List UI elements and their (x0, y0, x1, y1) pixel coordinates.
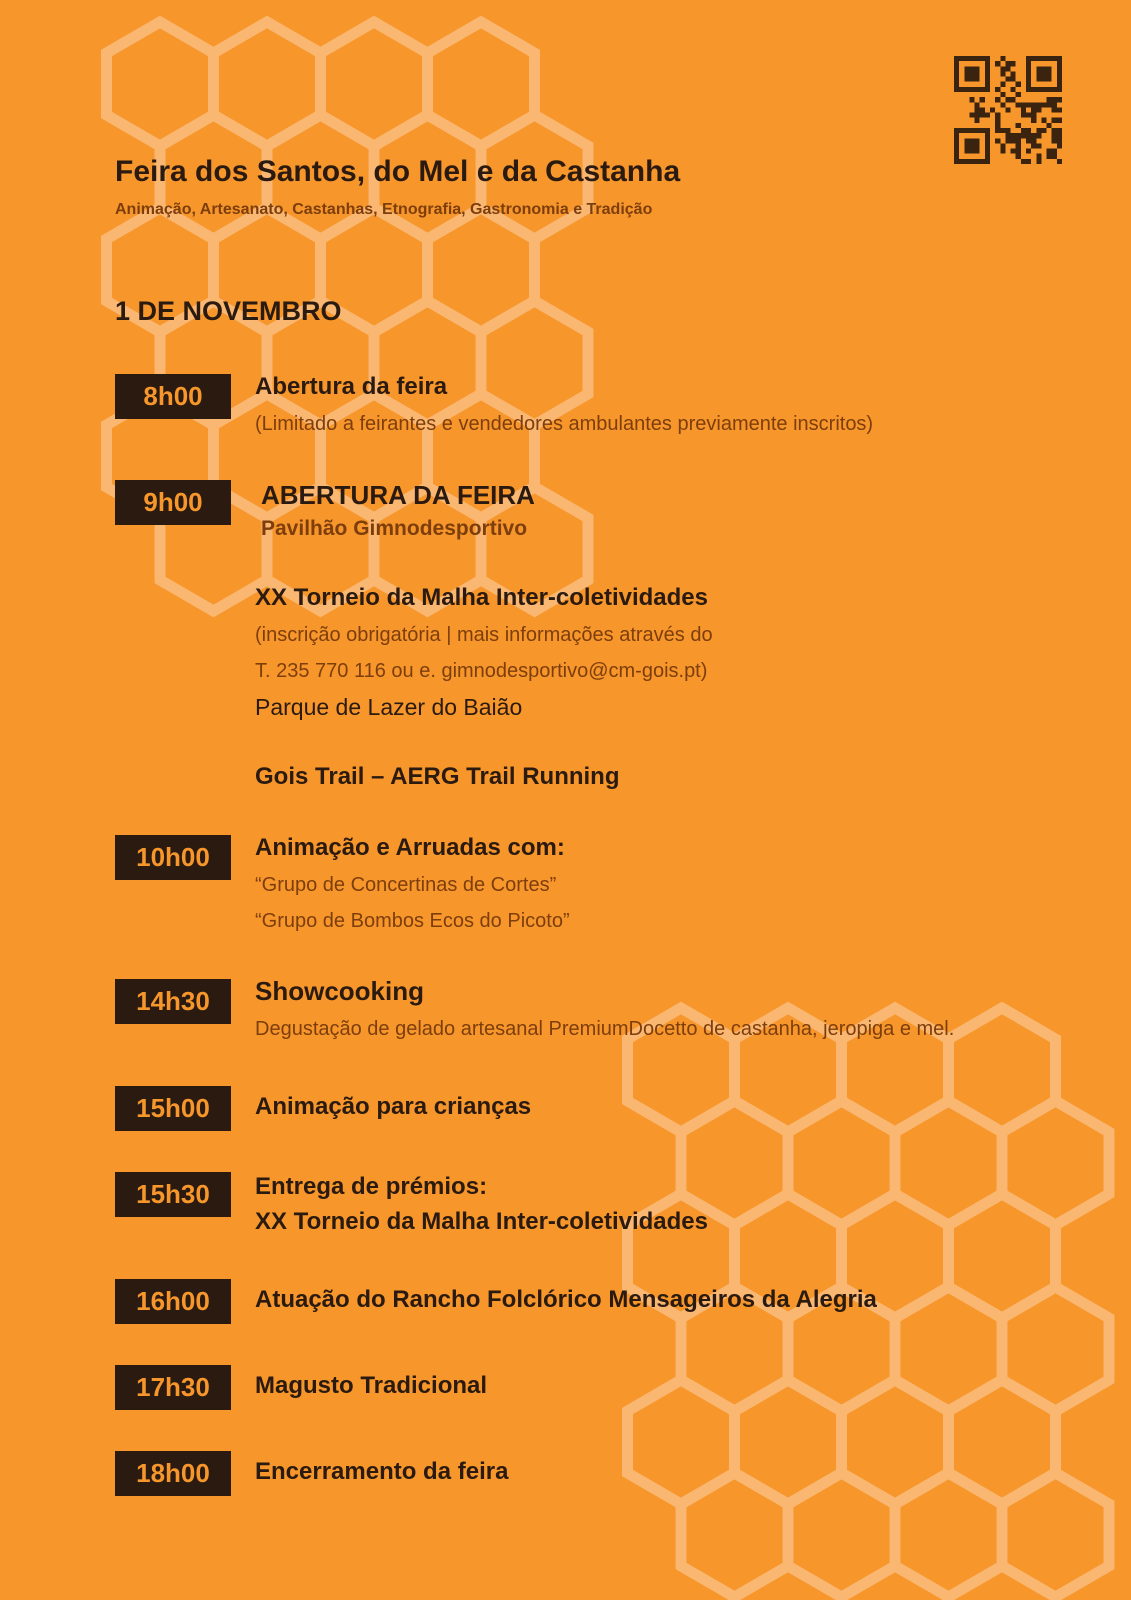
event-title-premios-torneio: XX Torneio da Malha Inter-coletividades (255, 1208, 708, 1235)
event-title-abertura: Abertura da feira (255, 373, 448, 400)
time-badge-14h30: 14h30 (115, 979, 231, 1024)
event-date: 1 DE NOVEMBRO (115, 296, 342, 326)
time-badge-17h30: 17h30 (115, 1365, 231, 1410)
event-note-torneio-1: (inscrição obrigatória | mais informações através do (255, 624, 713, 646)
event-venue-parque: Parque de Lazer do Baião (255, 694, 523, 720)
event-title-abertura-oficial: ABERTURA DA FEIRA (261, 480, 535, 510)
event-group-concertinas: “Grupo de Concertinas de Cortes” (255, 874, 557, 896)
honeycomb-cell (1002, 1473, 1109, 1597)
time-badge-10h00: 10h00 (115, 835, 231, 880)
event-title-premios: Entrega de prémios: (255, 1173, 488, 1200)
honeycomb-cell (788, 1473, 895, 1597)
time-badge-18h00: 18h00 (115, 1451, 231, 1496)
honeycomb-cell (681, 1473, 788, 1597)
event-group-bombos: “Grupo de Bombos Ecos do Picoto” (255, 910, 570, 932)
event-title-torneio: XX Torneio da Malha Inter-coletividades (255, 584, 708, 611)
event-note-torneio-2: T. 235 770 116 ou e. gimnodesportivo@cm-gois.pt) (255, 660, 708, 682)
event-title-encerramento: Encerramento da feira (255, 1458, 509, 1485)
event-title-magusto: Magusto Tradicional (255, 1372, 488, 1399)
event-title-animacao-arruadas: Animação e Arruadas com: (255, 834, 565, 861)
event-title-showcooking: Showcooking (255, 976, 424, 1006)
time-badge-9h00: 9h00 (115, 480, 231, 525)
event-title-rancho: Atuação do Rancho Folclórico Mensageiros da Alegria (255, 1286, 877, 1313)
qr-code-icon (954, 56, 1062, 164)
time-badge-8h00: 8h00 (115, 374, 231, 419)
page-title: Feira dos Santos, do Mel e da Castanha (115, 155, 681, 188)
time-badge-15h00: 15h00 (115, 1086, 231, 1131)
time-badge-16h00: 16h00 (115, 1279, 231, 1324)
event-note-showcooking: Degustação de gelado artesanal PremiumDocetto de castanha, jeropiga e mel. (255, 1018, 955, 1040)
event-title-trail: Gois Trail – AERG Trail Running (255, 763, 620, 790)
honeycomb-cell (895, 1473, 1002, 1597)
time-badge-15h30: 15h30 (115, 1172, 231, 1217)
page-subtitle: Animação, Artesanato, Castanhas, Etnografia, Gastronomia e Tradição (115, 201, 653, 218)
event-title-criancas: Animação para crianças (255, 1093, 532, 1120)
event-note-abertura: (Limitado a feirantes e vendedores ambulantes previamente inscritos) (255, 413, 874, 435)
event-venue-pavilhao: Pavilhão Gimnodesportivo (261, 517, 528, 540)
